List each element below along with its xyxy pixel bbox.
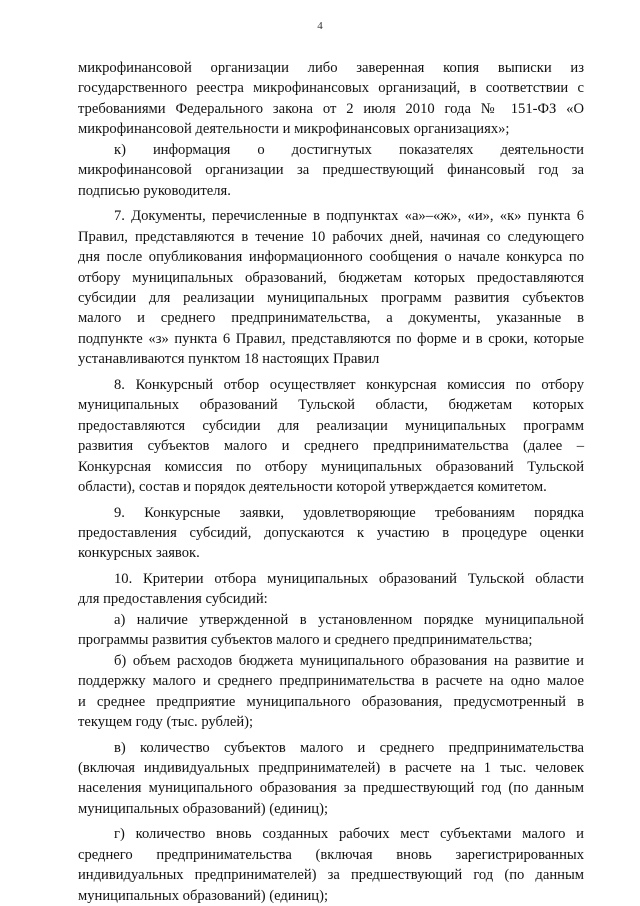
paragraph-item-k: [78, 140, 584, 160]
paragraph-10: [78, 569, 584, 610]
text-line: муниципальных образований) (единиц);: [78, 887, 328, 904]
text-line: муниципальных образований Тульской области, бюджетам которых: [78, 397, 584, 414]
text-line: к) информация о достигнутых показателях деятельности: [114, 141, 584, 158]
text-line: субсидии для реализации муниципальных программ развития субъектов: [78, 289, 584, 306]
text-line: индивидуальных предпринимателей) за предшествующий год (по данным: [78, 867, 584, 884]
paragraph-8: [78, 375, 584, 498]
text-line: а) наличие утвержденной в установленном порядке муниципальной: [114, 611, 584, 628]
text-line: подпункте «з» пункта 6 Правил, представляются по форме и в сроки, которые: [78, 330, 584, 347]
paragraph-10-b: [78, 651, 584, 733]
paragraph-item-k-cont: [78, 160, 584, 201]
text-line: 7. Документы, перечисленные в подпунктах «а»–«ж», «и», «к» пункта 6: [114, 208, 584, 225]
text-line: муниципальных образований) (единиц);: [78, 800, 328, 817]
text-line: 9. Конкурсные заявки, удовлетворяющие требованиям порядка: [114, 504, 584, 521]
text-line: конкурсных заявок.: [78, 545, 200, 562]
paragraph-10-g: [78, 824, 584, 906]
text-line: области), состав и порядок деятельности которой утверждается комитетом.: [78, 479, 547, 496]
text-line: подписью руководителя.: [78, 182, 231, 199]
text-line: требованиями Федерального закона от 2 июля 2010 года № 151-ФЗ «О: [78, 100, 584, 117]
paragraph-10-v: [78, 738, 584, 820]
text-line: государственного реестра микрофинансовых организаций, в соответствии с: [78, 80, 584, 97]
text-line: Правил, представляются в течение 10 рабочих дней, начиная со следующего: [78, 228, 584, 245]
text-line: для предоставления субсидий:: [78, 591, 268, 608]
text-line: населения муниципального образования за предшествующий год (по данным: [78, 780, 584, 797]
text-line: текущем году (тыс. рублей);: [78, 714, 254, 731]
text-line: микрофинансовой организации за предшествующий финансовый год за: [78, 162, 584, 179]
text-line: микрофинансовой организации либо заверенная копия выписки из: [78, 60, 584, 76]
text-line: и среднее предприятие муниципального образования, предусмотренный в: [78, 693, 584, 710]
paragraph-7: [78, 206, 584, 370]
paragraph-9: [78, 503, 584, 564]
text-line: программы развития субъектов малого и среднего предпринимательства;: [78, 632, 533, 649]
text-line: поддержку малого и среднего предпринимательства в расчете на одно малое: [78, 673, 584, 690]
text-line: дня после опубликования информационного сообщения о начале конкурса по: [78, 249, 584, 266]
paragraph-continuation: [78, 58, 584, 140]
text-line: г) количество вновь созданных рабочих мест субъектами малого и: [114, 826, 584, 843]
text-line: среднего предпринимательства (включая вновь зарегистрированных: [78, 846, 584, 863]
text-line: 10. Критерии отбора муниципальных образований Тульской области: [114, 570, 584, 587]
text-line: (включая индивидуальных предпринимателей) в расчете на 1 тыс. человек: [78, 759, 584, 776]
text-line: малого и среднего предпринимательства, а документы, указанные в: [78, 310, 584, 327]
document-body: [78, 58, 584, 906]
text-line: развития субъектов малого и среднего предпринимательства (далее –: [78, 438, 584, 455]
text-line: отбору муниципальных образований, бюджетам которых предоставляются: [78, 269, 584, 286]
text-line: предоставления субсидий, допускаются к участию в процедуре оценки: [78, 524, 584, 541]
text-line: 8. Конкурсный отбор осуществляет конкурсная комиссия по отбору: [114, 376, 584, 393]
text-line: устанавливаются пунктом 18 настоящих Правил: [78, 351, 380, 368]
text-line: б) объем расходов бюджета муниципального образования на развитие и: [114, 652, 584, 669]
text-line: Конкурсная комиссия по отбору муниципальных образований Тульской: [78, 458, 584, 475]
text-line: предоставляются субсидии для реализации муниципальных программ: [78, 417, 584, 434]
text-line: микрофинансовой деятельности и микрофинансовых организациях»;: [78, 121, 510, 138]
paragraph-10-a: [78, 610, 584, 651]
text-line: в) количество субъектов малого и среднего предпринимательства: [114, 739, 584, 756]
page-number: 4: [317, 20, 323, 32]
